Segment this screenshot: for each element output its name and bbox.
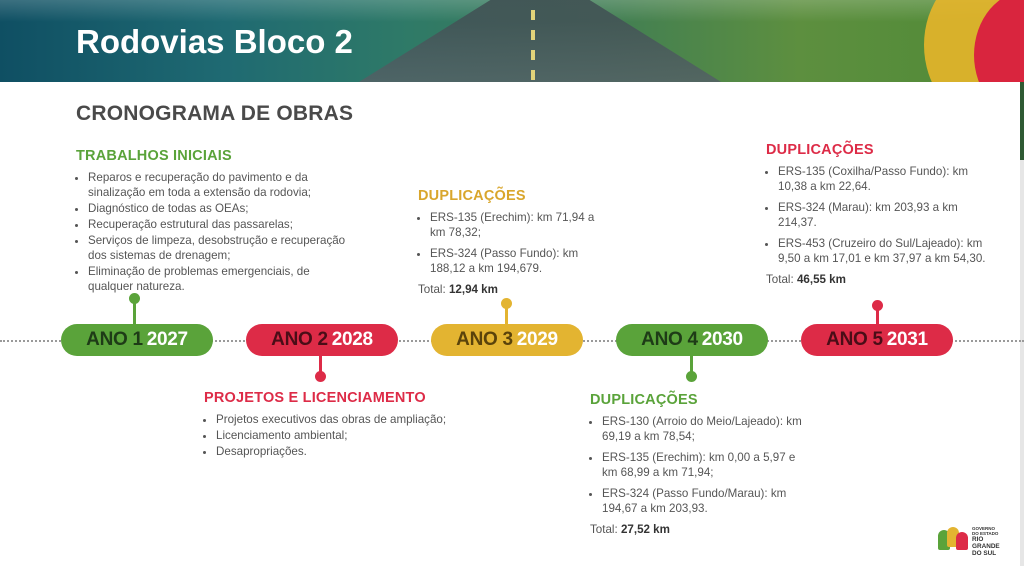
road-lane-marking	[531, 10, 535, 80]
ano2-heading: PROJETOS E LICENCIAMENTO	[204, 390, 426, 406]
logo-line: DO ESTADO	[972, 531, 999, 536]
list-item: • ERS-130 (Arroio do Meio/Lajeado): km 69,19 a km 78,54;	[602, 414, 812, 444]
ano1-pill	[61, 324, 213, 356]
list-item: • ERS-324 (Passo Fundo): km 188,12 a km 194,679.	[430, 246, 608, 276]
section-title: CRONOGRAMA DE OBRAS	[76, 102, 354, 125]
ano4-total	[590, 522, 812, 537]
logo-line: DO SUL	[972, 550, 997, 557]
list-item: • ERS-324 (Marau): km 203,93 a km 214,37.	[778, 200, 988, 230]
logo-line: GRANDE	[972, 543, 1000, 550]
list-item: • ERS-453 (Cruzeiro do Sul/Lajeado): km 9,50 a km 17,01 e km 37,97 a km 54,30.	[778, 236, 988, 266]
ano3-list	[418, 210, 608, 276]
logo-figure-red	[956, 532, 968, 550]
ano2-pill	[246, 324, 398, 356]
ano3-total	[418, 282, 608, 297]
scrollbar[interactable]	[1020, 82, 1024, 566]
ano4-block	[590, 392, 812, 537]
ano2-block	[204, 390, 494, 460]
ano5-total	[766, 272, 988, 287]
year-label: 2027	[146, 329, 188, 350]
list-item: • Eliminação de problemas emergenciais, de qualquer natureza.	[88, 264, 352, 294]
ano4-pill	[616, 324, 768, 356]
list-item: • Reparos e recuperação do pavimento e da sinalização em toda a extensão da rodovia;	[88, 170, 352, 200]
ano3-pill	[431, 324, 583, 356]
year-label: 2029	[516, 329, 558, 350]
year-label: 2030	[701, 329, 743, 350]
ano3-block	[418, 188, 608, 297]
list-item: • Diagnóstico de todas as OEAs;	[88, 201, 352, 216]
list-item: • Licenciamento ambiental;	[216, 428, 494, 443]
total-label: Total:	[418, 283, 446, 296]
ano-label: ANO 3	[456, 329, 513, 350]
ano-label: ANO 1	[86, 329, 143, 350]
ano2-list	[204, 412, 494, 459]
header-banner	[0, 0, 1024, 82]
list-item: • ERS-324 (Passo Fundo/Marau): km 194,67 a km 203,93.	[602, 486, 812, 516]
list-item: • Serviços de limpeza, desobstrução e recuperação dos sistemas de drenagem;	[88, 233, 352, 263]
scrollbar-thumb[interactable]	[1020, 82, 1024, 160]
ano5-block	[766, 142, 988, 287]
ano5-heading: DUPLICAÇÕES	[766, 142, 874, 158]
list-item: • Projetos executivos das obras de ampliação;	[216, 412, 494, 427]
year-label: 2028	[331, 329, 373, 350]
list-item: • ERS-135 (Coxilha/Passo Fundo): km 10,38 a km 22,64.	[778, 164, 988, 194]
ano1-connector-dot	[129, 293, 140, 304]
ano1-block	[76, 148, 352, 295]
ano4-list	[590, 414, 812, 516]
ano2-connector-dot	[315, 371, 326, 382]
year-label: 2031	[886, 329, 928, 350]
ano3-connector-dot	[501, 298, 512, 309]
total-value: 46,55 km	[796, 273, 846, 286]
list-item: • ERS-135 (Erechim): km 0,00 a 5,97 e km 68,99 a km 71,94;	[602, 450, 812, 480]
ano4-heading: DUPLICAÇÕES	[590, 392, 698, 408]
list-item: • Recuperação estrutural das passarelas;	[88, 217, 352, 232]
logo-line: GOVERNO	[972, 526, 996, 531]
logo-text	[972, 526, 1000, 557]
logo-line: RIO	[972, 536, 984, 543]
ano-label: ANO 2	[271, 329, 328, 350]
total-label: Total:	[766, 273, 794, 286]
total-value: 27,52 km	[620, 523, 670, 536]
ano5-connector-dot	[872, 300, 883, 311]
list-item: • Desapropriações.	[216, 444, 494, 459]
ano-label: ANO 5	[826, 329, 883, 350]
government-logo	[936, 524, 1006, 557]
total-label: Total:	[590, 523, 618, 536]
ano3-heading: DUPLICAÇÕES	[418, 188, 526, 204]
ano-label: ANO 4	[641, 329, 698, 350]
ano1-list	[76, 170, 352, 294]
ano4-connector-dot	[686, 371, 697, 382]
total-value: 12,94 km	[448, 283, 498, 296]
ano5-list	[766, 164, 988, 266]
ano5-pill	[801, 324, 953, 356]
page-title: Rodovias Bloco 2	[76, 23, 353, 60]
list-item: • ERS-135 (Erechim): km 71,94 a km 78,32;	[430, 210, 608, 240]
ano1-heading: TRABALHOS INICIAIS	[76, 148, 232, 164]
